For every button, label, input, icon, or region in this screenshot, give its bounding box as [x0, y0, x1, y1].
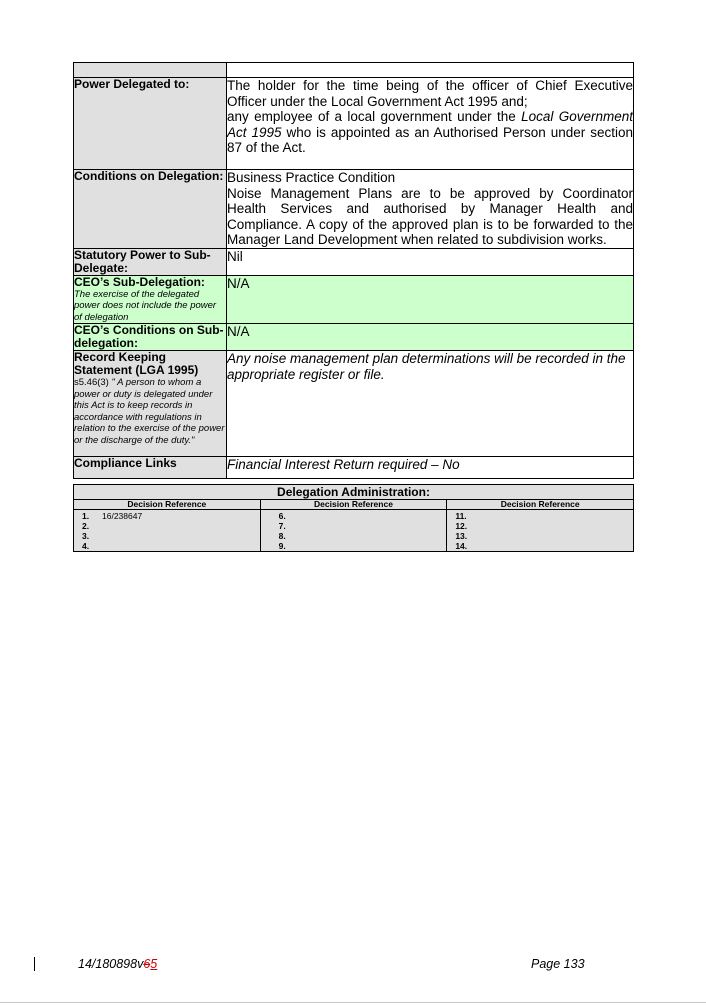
decision-item-number: 11.: [455, 511, 467, 521]
empty-value-cell: [227, 63, 634, 78]
decision-item-number: 6.: [278, 511, 286, 521]
version-deleted: 6: [143, 957, 151, 971]
decision-item-number: 12.: [455, 521, 468, 531]
decision-item-number: 1.: [82, 511, 90, 521]
decision-item-number: 9.: [278, 541, 286, 551]
decision-item-number: 7.: [278, 521, 286, 531]
power-delegated-line2-pre: any employee of a local government under the: [227, 109, 522, 124]
decision-item: [455, 511, 633, 521]
ceo-sub-delegation-note: The exercise of the delegated power does not include the power of delegation: [74, 288, 217, 323]
power-delegated-line2-post: who is appointed as an Authorised Person under section 87 of the Act.: [227, 124, 633, 155]
decision-item: [279, 531, 447, 541]
table-row-empty: [74, 63, 634, 78]
footer-page-number: Page 133: [531, 957, 585, 971]
decision-item: [82, 511, 260, 521]
decision-item-number: 4.: [82, 541, 90, 551]
decision-item: [82, 521, 260, 531]
table-row-ceo-sub-delegation: [74, 275, 634, 324]
compliance-links-value: [227, 457, 634, 479]
decision-reference-header-1: Decision Reference: [74, 500, 261, 510]
table-row-ceo-conditions: [74, 324, 634, 351]
record-keeping-text: Any noise management plan determinations will be recorded in the appropriate register or file.: [227, 351, 626, 382]
power-delegated-act-name: Local Government Act 1995: [227, 109, 633, 140]
admin-title: Delegation Administration:: [74, 485, 634, 500]
power-delegated-line1: The holder for the time being of the officer of Chief Executive Officer under the Local Government Act 1995 and;: [227, 78, 633, 109]
power-delegated-line2: [227, 109, 633, 156]
table-row-power-delegated: [74, 78, 634, 170]
decision-item-value: 16/238647: [102, 511, 143, 521]
ceo-conditions-value: N/A: [227, 324, 634, 351]
power-delegated-label: Power Delegated to:: [74, 78, 227, 170]
decision-item: [82, 541, 260, 551]
table-row-record-keeping: [74, 351, 634, 457]
decision-item: [279, 521, 447, 531]
admin-items-row: [74, 510, 634, 552]
conditions-label: Conditions on Delegation:: [74, 170, 227, 249]
decision-reference-column-3: [447, 510, 634, 552]
compliance-links-label: Compliance Links: [74, 457, 227, 479]
decision-item: [455, 521, 633, 531]
record-keeping-label: [74, 351, 227, 457]
conditions-line1: Business Practice Condition: [227, 170, 396, 185]
delegation-table: [73, 62, 634, 479]
record-keeping-section-ref: s5.46(3): [74, 377, 109, 388]
decision-reference-header-2: Decision Reference: [260, 500, 447, 510]
record-keeping-value: [227, 351, 634, 457]
version-inserted: 5: [150, 957, 158, 971]
admin-title-row: [74, 485, 634, 500]
decision-item: [455, 541, 633, 551]
decision-item: [455, 531, 633, 541]
statutory-power-label: Statutory Power to Sub-Delegate:: [74, 248, 227, 275]
record-keeping-quote: " A person to whom a power or duty is delegated under this Act is to keep records in accordance with regulations in relation to the exercise of the power or the discharge of the duty.": [74, 377, 225, 446]
doc-ref-text: 14/180898v: [78, 957, 144, 971]
decision-item: [279, 541, 447, 551]
statutory-power-value: Nil: [227, 248, 634, 275]
decision-item-number: 3.: [82, 531, 90, 541]
empty-label-cell: [74, 63, 227, 78]
record-keeping-note: [74, 377, 226, 446]
ceo-conditions-label: CEO’s Conditions on Sub-delegation:: [74, 324, 227, 351]
table-row-statutory-power: [74, 248, 634, 275]
record-keeping-title: Record Keeping Statement (LGA 1995): [74, 350, 199, 377]
decision-item-number: 8.: [278, 531, 286, 541]
decision-reference-column-2: [260, 510, 447, 552]
compliance-links-text: Financial Interest Return required – No: [227, 457, 460, 472]
decision-item: [279, 511, 447, 521]
power-delegated-value: [227, 78, 634, 170]
ceo-sub-delegation-title: CEO’s Sub-Delegation:: [74, 274, 205, 289]
table-row-conditions: [74, 170, 634, 249]
conditions-value: [227, 170, 634, 249]
table-row-compliance-links: [74, 457, 634, 479]
delegation-administration-table: [73, 484, 634, 552]
decision-reference-column-1: [74, 510, 261, 552]
decision-item: [82, 531, 260, 541]
page-edge-line: [0, 1002, 706, 1003]
conditions-line2: Noise Management Plans are to be approved by Coordinator Health Services and authorised by Manager Health and Compliance. A copy of the approved plan is to be forwarded to the Manager Land Development when related to subdivision works.: [227, 185, 633, 247]
change-bar: [34, 957, 35, 971]
ceo-sub-delegation-label: [74, 275, 227, 324]
admin-header-row: [74, 500, 634, 510]
decision-reference-header-3: Decision Reference: [447, 500, 634, 510]
decision-item-number: 14.: [455, 541, 468, 551]
decision-item-number: 2.: [82, 521, 90, 531]
footer-document-reference: [78, 957, 157, 971]
decision-item-number: 13.: [455, 531, 468, 541]
ceo-sub-delegation-value: N/A: [227, 275, 634, 324]
